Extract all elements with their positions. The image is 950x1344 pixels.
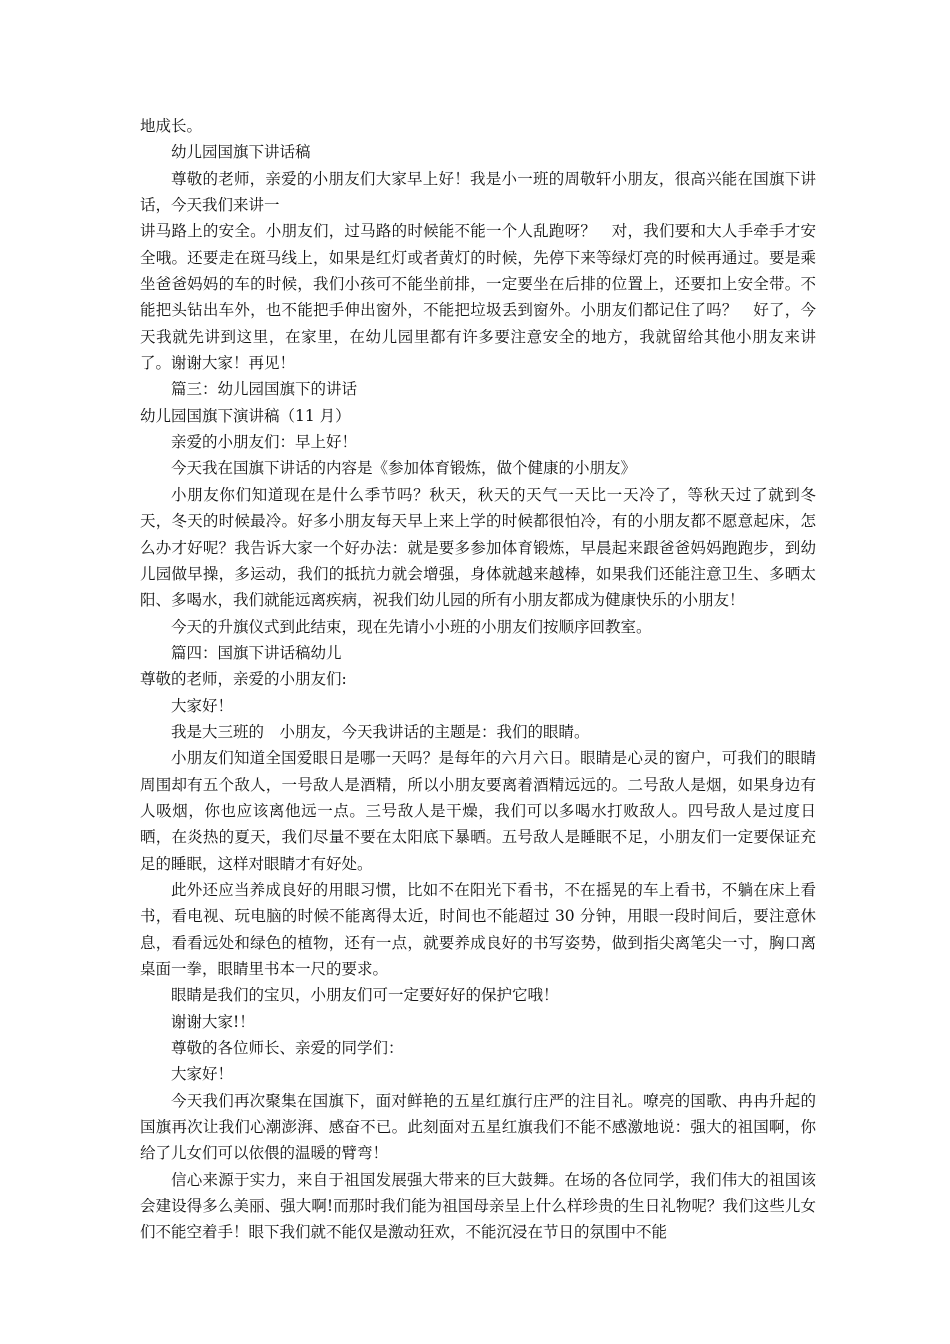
paragraph: 小朋友你们知道现在是什么季节吗？秋天，秋天的天气一天比一天冷了，等秋天过了就到冬天，冬天的时候最冷。好多小朋友每天早上来上学的时候都很怕冷，有的小朋友都不愿意起床，怎么办才好呢？我告诉大家一个好办法：就是要多参加体育锻炼，早晨起来跟爸爸妈妈跑跑步，到幼儿园做早操，多运动，我们的抵抗力就会增强，身体就越来越棒，如果我们还能注意卫生、多晒太阳、多喝水，我们就能远离疾病，祝我们幼儿园的所有小朋友都成为健康快乐的小朋友！ bbox=[140, 485, 816, 610]
paragraph: 此外还应当养成良好的用眼习惯，比如不在阳光下看书，不在摇晃的车上看书，不躺在床上看书，看电视、玩电脑的时候不能离得太近，时间也不能超过 30 分钟，用眼一段时间后，要注意休息，看看远处和绿色的植物，还有一点，就要养成良好的书写姿势，做到指尖离笔尖一寸，胸口离桌面一拳，眼睛里书本一尺的要求。 bbox=[140, 880, 816, 978]
paragraph: 尊敬的各位师长、亲爱的同学们： bbox=[171, 1039, 404, 1058]
paragraph: 尊敬的老师，亲爱的小朋友们: bbox=[140, 670, 347, 689]
paragraph: 大家好！ bbox=[171, 696, 234, 715]
section-heading: 篇四：国旗下讲话稿幼儿 bbox=[171, 643, 342, 662]
document-page bbox=[140, 113, 816, 1246]
paragraph: 我是大三班的 小朋友，今天我讲话的主题是：我们的眼睛。 bbox=[171, 722, 590, 741]
paragraph: 幼儿园国旗下讲话稿 bbox=[171, 143, 311, 162]
paragraph: 信心来源于实力，来自于祖国发展强大带来的巨大鼓舞。在场的各位同学，我们伟大的祖国该会建设得多么美丽、强大啊!而那时我们能为祖国母亲呈上什么样珍贵的生日礼物呢？我们这些儿女们不能空着手！眼下我们就不能仅是激动狂欢，不能沉浸在节日的氛围中不能 bbox=[140, 1170, 816, 1242]
paragraph: 谢谢大家!！ bbox=[171, 1012, 255, 1031]
paragraph: 地成长。 bbox=[140, 117, 203, 135]
paragraph: 小朋友们知道全国爱眼日是哪一天吗？是每年的六月六日。眼睛是心灵的窗户，可我们的眼睛周围却有五个敌人，一号敌人是酒精，所以小朋友要离着酒精远远的。二号敌人是烟，如果身边有人吸烟，你也应该离他远一点。三号敌人是干燥，我们可以多喝水打败敌人。四号敌人是过度日晒，在炎热的夏天，我们尽量不要在太阳底下暴晒。五号敌人是睡眠不足，小朋友们一定要保证充足的睡眠，这样对眼睛才有好处。 bbox=[140, 749, 816, 873]
paragraph: 幼儿园国旗下演讲稿（11 月） bbox=[140, 406, 351, 425]
paragraph: 眼睛是我们的宝贝，小朋友们可一定要好好的保护它哦！ bbox=[171, 986, 559, 1005]
paragraph: 今天的升旗仪式到此结束，现在先请小小班的小朋友们按顺序回教室。 bbox=[171, 617, 652, 636]
paragraph: 讲马路上的安全。小朋友们，过马路的时候能不能一个人乱跑呀？ 对，我们要和大人手牵手才安全哦。还要走在斑马线上，如果是红灯或者黄灯的时候，先停下来等绿灯亮的时候再通过。要是乘坐爸爸妈妈的车的时候，我们小孩可不能坐前排，一定要坐在后排的位置上，还要扣上安全带。不能把头钻出车外，也不能把手伸出窗外，不能把垃圾丢到窗外。小朋友们都记住了吗？ 好了，今天我就先讲到这里，在家里，在幼儿园里都有许多要注意安全的地方，我就留给其他小朋友来讲了。谢谢大家！再见！ bbox=[140, 222, 816, 373]
paragraph: 尊敬的老师，亲爱的小朋友们大家早上好！我是小一班的周敬轩小朋友，很高兴能在国旗下讲话，今天我们来讲一 bbox=[140, 169, 816, 215]
paragraph: 大家好！ bbox=[171, 1065, 234, 1084]
paragraph: 今天我们再次聚集在国旗下，面对鲜艳的五星红旗行庄严的注目礼。嘹亮的国歌、冉冉升起的国旗再次让我们心潮澎湃、感奋不已。此刻面对五星红旗我们不能不感激地说：强大的祖国啊，你给了儿女们可以依偎的温暖的臂弯！ bbox=[140, 1091, 816, 1163]
paragraph: 亲爱的小朋友们：早上好！ bbox=[171, 433, 358, 452]
paragraph: 今天我在国旗下讲话的内容是《参加体育锻炼，做个健康的小朋友》 bbox=[171, 459, 637, 478]
section-heading: 篇三：幼儿园国旗下的讲话 bbox=[171, 380, 358, 399]
